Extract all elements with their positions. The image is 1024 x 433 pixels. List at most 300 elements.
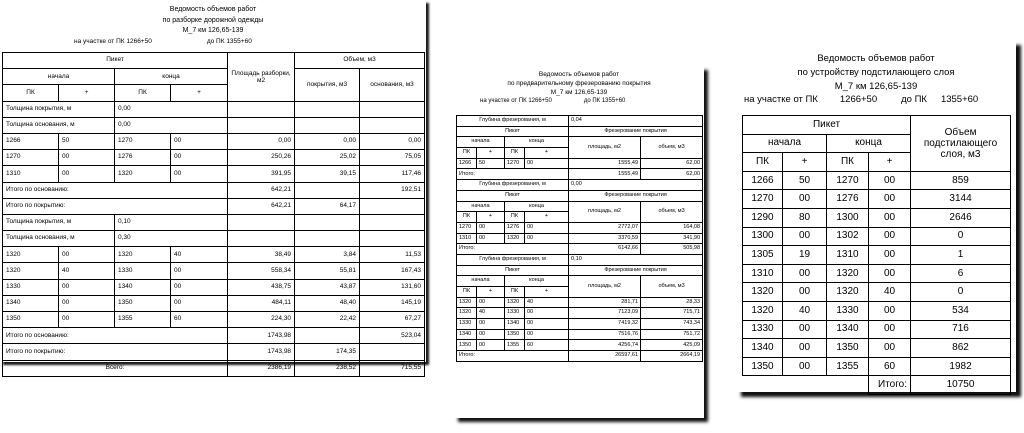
depth-label: Глубина фрезерования, м (457, 116, 569, 127)
cell-plus-end: 00 (525, 233, 569, 244)
header-piket: Пикет (457, 126, 569, 137)
table-row (743, 246, 1011, 265)
cell-pk-start: 1305 (743, 246, 783, 265)
table-row (457, 297, 703, 308)
header-pk: ПК (827, 153, 869, 172)
cell-plus-end: 00 (525, 319, 569, 330)
cell-plus-end: 00 (525, 158, 569, 169)
sheet1-title-line: М_7 км 126,65-139 (182, 27, 244, 34)
table-header-row (457, 190, 703, 201)
cell-plus-end: 40 (869, 283, 911, 302)
grand-total-base: 715,55 (360, 360, 425, 376)
total-volume: 2664,19 (641, 351, 703, 362)
document-sheet-milling (454, 66, 704, 418)
total-cover-volume: 174,35 (295, 344, 360, 360)
table-row (457, 329, 703, 340)
header-milling: Фрезерование покрытия (569, 265, 703, 276)
header-plus: + (171, 85, 228, 101)
cell-plus-start: 00 (477, 329, 505, 340)
cell-pk-end: 1355 (505, 340, 525, 351)
table-row (743, 171, 1011, 190)
total-cover-label: Итого по покрытию: (3, 344, 228, 360)
cell-plus-end: 00 (869, 320, 911, 339)
total-row (3, 182, 425, 198)
table-row (3, 247, 425, 263)
header-area: площадь, м2 (569, 201, 641, 222)
header-volume: объем, м3 (641, 137, 703, 158)
cell-pk-start: 1300 (743, 227, 783, 246)
sheet3-title (736, 52, 1016, 94)
cell-vol-cover: 0,00 (295, 133, 360, 149)
cell-plus-end: 00 (869, 301, 911, 320)
cell-pk-start: 1320 (457, 308, 477, 319)
cell-vol-base: 145,19 (360, 295, 425, 311)
cell-pk-end: 1320 (505, 233, 525, 244)
header-start: начала (743, 134, 827, 153)
cell-plus-end: 00 (525, 329, 569, 340)
grand-total-cover: 238,52 (295, 360, 360, 376)
cell-vol-base: 11,53 (360, 247, 425, 263)
cell-pk-start: 1350 (3, 312, 59, 328)
total-cover-volume: 64,17 (295, 198, 360, 214)
total-cover-area: 1743,98 (228, 344, 295, 360)
sheet1-section (0, 38, 426, 45)
depth-row (457, 254, 703, 265)
cell-plus-start: 00 (477, 222, 505, 233)
cell-pk-end: 1270 (115, 133, 171, 149)
cell-area: 7123,09 (569, 308, 641, 319)
cell-vol-cover: 39,15 (295, 166, 360, 182)
cell-plus-end: 00 (869, 246, 911, 265)
cell-volume: 716 (911, 320, 1011, 339)
header-volume: объем, м3 (641, 276, 703, 297)
header-milling: Фрезерование покрытия (569, 126, 703, 137)
cell-vol-cover: 43,87 (295, 279, 360, 295)
cell-pk-end: 1320 (505, 297, 525, 308)
total-area: 26597,61 (569, 351, 641, 362)
cell-plus-start: 00 (783, 339, 827, 358)
cell-vol-cover: 25,02 (295, 150, 360, 166)
header-plus: + (525, 148, 569, 159)
pavement-removal-table (2, 52, 425, 377)
cell-volume: 2646 (911, 208, 1011, 227)
cell-vol-base: 75,05 (360, 150, 425, 166)
sheet2-title-line: Ведомость объемов работ (538, 71, 620, 78)
cell-area: 281,71 (569, 297, 641, 308)
cell-area: 2772,07 (569, 222, 641, 233)
total-base-label: Итого по основанию: (3, 328, 228, 344)
cell-plus-end: 40 (171, 247, 228, 263)
sheet3-section (736, 94, 1016, 105)
sheet3-title-line: М_7 км 126,65-139 (834, 81, 918, 92)
sheet2-title-line: М_7 км 126,65-139 (550, 89, 608, 96)
depth-row (457, 116, 703, 127)
header-pk: ПК (457, 287, 477, 298)
header-pk: ПК (743, 153, 783, 172)
header-pk: ПК (457, 212, 477, 223)
sheet3-title-line: по устройству подстилающего слоя (797, 67, 955, 78)
depth-label: Глубина фрезерования, м (457, 254, 569, 265)
document-sheet-pavement-removal (0, 0, 426, 371)
cell-plus-end: 00 (171, 166, 228, 182)
total-base-label: Итого по основанию: (3, 182, 228, 198)
total-label: Итого: (869, 376, 911, 395)
cell-pk-start: 1266 (743, 171, 783, 190)
cell-pk-end: 1330 (827, 301, 869, 320)
cell-plus-start: 00 (59, 295, 115, 311)
cell-area: 7419,32 (569, 319, 641, 330)
cell-plus-start: 50 (477, 158, 505, 169)
grand-total-row (3, 360, 425, 376)
cell-vol-cover: 3,84 (295, 247, 360, 263)
sheet2-title (454, 70, 704, 97)
cell-volume: 28,33 (641, 297, 703, 308)
section-from: на участке от ПК 1266+50 (74, 37, 152, 45)
header-plus: + (525, 212, 569, 223)
header-start: начала (457, 137, 505, 148)
header-plus: + (525, 287, 569, 298)
cell-volume: 425,09 (641, 340, 703, 351)
underlayer-table (742, 115, 1011, 395)
pavement-rows-group-1 (3, 133, 425, 182)
table-row (743, 208, 1011, 227)
cell-pk-start: 1320 (3, 263, 59, 279)
cell-plus-start: 00 (783, 320, 827, 339)
cell-plus-end: 00 (869, 190, 911, 209)
cell-plus-end: 00 (171, 295, 228, 311)
cell-volume: 859 (911, 171, 1011, 190)
header-end: конца (827, 134, 911, 153)
cell-pk-start: 1320 (3, 247, 59, 263)
table-row (743, 283, 1011, 302)
cell-plus-start: 19 (783, 246, 827, 265)
cell-area: 3370,59 (569, 233, 641, 244)
total-cover-label: Итого по покрытию: (3, 198, 228, 214)
thickness-row (3, 117, 425, 133)
cell-volume: 715,71 (641, 308, 703, 319)
cell-pk-start: 1320 (743, 283, 783, 302)
cell-area: 484,11 (228, 295, 295, 311)
total-label: Итого: (457, 244, 569, 255)
total-row (3, 198, 425, 214)
table-row (743, 301, 1011, 320)
header-pk: ПК (505, 148, 525, 159)
cell-volume: 534 (911, 301, 1011, 320)
cell-pk-end: 1340 (115, 279, 171, 295)
cell-volume: 62,00 (641, 158, 703, 169)
cell-pk-end: 1320 (115, 166, 171, 182)
total-area: 6142,66 (569, 244, 641, 255)
cell-pk-end: 1320 (827, 283, 869, 302)
cell-plus-end: 00 (869, 264, 911, 283)
cell-plus-end: 00 (171, 150, 228, 166)
thickness-base-value: 0,00 (115, 117, 228, 133)
cell-pk-start: 1270 (457, 222, 477, 233)
cell-pk-start: 1350 (743, 357, 783, 376)
cell-volume: 1 (911, 246, 1011, 265)
header-start: начала (3, 69, 115, 85)
cell-plus-start: 00 (59, 150, 115, 166)
cell-pk-start: 1330 (457, 319, 477, 330)
header-plus: + (477, 287, 505, 298)
cell-plus-start: 40 (783, 301, 827, 320)
cell-pk-end: 1320 (827, 264, 869, 283)
cell-pk-end: 1270 (827, 171, 869, 190)
thickness-base-label: Толщина основания, м (3, 117, 115, 133)
cell-plus-start: 00 (783, 283, 827, 302)
cell-pk-start: 1350 (457, 340, 477, 351)
cell-volume: 862 (911, 339, 1011, 358)
table-row (457, 158, 703, 169)
header-start: начала (457, 201, 505, 212)
cell-pk-start: 1320 (743, 301, 783, 320)
cell-volume: 751,72 (641, 329, 703, 340)
table-row (743, 190, 1011, 209)
table-row (457, 233, 703, 244)
cell-plus-end: 00 (525, 308, 569, 319)
cell-volume: 164,08 (641, 222, 703, 233)
cell-plus-end: 60 (869, 357, 911, 376)
cell-vol-base: 117,46 (360, 166, 425, 182)
cell-plus-start: 40 (59, 263, 115, 279)
table-row (743, 320, 1011, 339)
header-milling: Фрезерование покрытия (569, 190, 703, 201)
total-row (3, 344, 425, 360)
cell-pk-start: 1340 (457, 329, 477, 340)
cell-pk-end: 1350 (115, 295, 171, 311)
cell-pk-start: 1290 (743, 208, 783, 227)
cell-plus-start: 50 (783, 171, 827, 190)
header-end: конца (505, 201, 569, 212)
table-row (457, 308, 703, 319)
cell-area: 224,30 (228, 312, 295, 328)
total-row (457, 351, 703, 362)
cell-plus-end: 00 (869, 208, 911, 227)
cell-pk-end: 1355 (827, 357, 869, 376)
total-value: 10750 (911, 376, 1011, 395)
cell-area: 0,00 (228, 133, 295, 149)
header-area: Площадь разборки, м2 (228, 53, 295, 102)
cell-pk-start: 1270 (743, 190, 783, 209)
cell-pk-end: 1302 (827, 227, 869, 246)
cell-pk-start: 1266 (457, 158, 477, 169)
cell-pk-end: 1276 (827, 190, 869, 209)
header-area: площадь, м2 (569, 276, 641, 297)
sheet1-title (0, 5, 426, 37)
cell-plus-end: 60 (171, 312, 228, 328)
header-plus: + (783, 153, 827, 172)
cell-area: 7516,76 (569, 329, 641, 340)
cell-pk-start: 1330 (743, 320, 783, 339)
table-row (457, 319, 703, 330)
table-header-row (3, 69, 425, 85)
cell-pk-start: 1340 (3, 295, 59, 311)
cell-pk-start: 1310 (743, 264, 783, 283)
sheet3-title-line: Ведомость объемов работ (817, 53, 935, 64)
table-row (743, 264, 1011, 283)
table-row (457, 222, 703, 233)
document-sheet-underlayer (736, 40, 1016, 392)
cell-plus-start: 00 (783, 357, 827, 376)
cell-pk-end: 1330 (505, 308, 525, 319)
cell-plus-start: 00 (59, 279, 115, 295)
cell-pk-end: 1300 (827, 208, 869, 227)
section-from: на участке от ПК (744, 94, 818, 105)
cell-plus-start: 00 (783, 190, 827, 209)
thickness-row (3, 101, 425, 117)
header-volume: объем, м3 (641, 201, 703, 222)
cell-pk-end: 1310 (827, 246, 869, 265)
cell-pk-start: 1330 (3, 279, 59, 295)
section-to: до ПК 1355+60 (583, 98, 626, 104)
depth-value: 0,04 (569, 116, 703, 127)
total-label: Итого: (457, 169, 569, 180)
table-row (3, 295, 425, 311)
cell-pk-start: 1340 (743, 339, 783, 358)
cell-pk-end: 1276 (505, 222, 525, 233)
cell-pk-start: 1310 (3, 166, 59, 182)
cell-area: 38,49 (228, 247, 295, 263)
thickness-row (3, 231, 425, 247)
cell-pk-end: 1355 (115, 312, 171, 328)
total-row (457, 244, 703, 255)
section-end: 1355+60 (940, 94, 979, 105)
table-header-row (457, 276, 703, 287)
sheet1-title-line: по разборке дорожной одежды (162, 16, 264, 24)
depth-value: 0,00 (569, 180, 703, 191)
cell-plus-start: 40 (477, 308, 505, 319)
cell-plus-end: 00 (525, 222, 569, 233)
cell-plus-start: 00 (477, 340, 505, 351)
table-header-row (3, 53, 425, 69)
cell-plus-end: 00 (869, 227, 911, 246)
cell-area: 438,75 (228, 279, 295, 295)
cell-area: 1555,49 (569, 158, 641, 169)
cell-volume: 1982 (911, 357, 1011, 376)
header-end: конца (505, 137, 569, 148)
milling-table-body (457, 116, 703, 362)
cell-area: 4256,74 (569, 340, 641, 351)
table-header-row (457, 126, 703, 137)
table-row (3, 312, 425, 328)
cell-plus-end: 00 (869, 171, 911, 190)
thickness-cover-label: Толщина покрытия, м (3, 101, 115, 117)
table-header-row (457, 137, 703, 148)
cell-plus-start: 00 (477, 319, 505, 330)
cell-pk-start: 1310 (457, 233, 477, 244)
cell-pk-end: 1340 (827, 320, 869, 339)
table-row (3, 166, 425, 182)
table-header-row (457, 265, 703, 276)
table-row (3, 133, 425, 149)
thickness-base-value: 0,30 (115, 231, 228, 247)
cell-vol-cover: 22,42 (295, 312, 360, 328)
header-pk: ПК (505, 212, 525, 223)
total-base-area: 1743,98 (228, 328, 295, 344)
cell-area: 250,26 (228, 150, 295, 166)
table-row (3, 150, 425, 166)
total-base-volume: 192,51 (360, 182, 425, 198)
cell-pk-end: 1276 (115, 150, 171, 166)
header-area: площадь, м2 (569, 137, 641, 158)
total-volume: 62,00 (641, 169, 703, 180)
cell-pk-end: 1270 (505, 158, 525, 169)
total-row (3, 328, 425, 344)
header-vol-cover: покрытия, м3 (295, 69, 360, 101)
total-volume: 505,98 (641, 244, 703, 255)
cell-pk-end: 1330 (115, 263, 171, 279)
header-end: конца (115, 69, 228, 85)
grand-total-area: 2386,19 (228, 360, 295, 376)
table-row (457, 340, 703, 351)
cell-plus-start: 80 (783, 208, 827, 227)
sheet2-section (454, 98, 704, 104)
cell-area: 391,95 (228, 166, 295, 182)
cell-pk-start: 1320 (457, 297, 477, 308)
cell-volume: 743,34 (641, 319, 703, 330)
cell-plus-start: 00 (59, 166, 115, 182)
cell-plus-end: 00 (171, 133, 228, 149)
header-vol-base: основания, м3 (360, 69, 425, 101)
cell-vol-base: 0,00 (360, 133, 425, 149)
header-piket: Пикет (3, 53, 228, 69)
sheet2-title-line: по предварительному фрезерованию покрытия (507, 80, 651, 87)
total-row (457, 169, 703, 180)
cell-volume: 3144 (911, 190, 1011, 209)
section-to: до ПК 1355+60 (206, 37, 252, 45)
underlayer-rows (743, 171, 1011, 376)
cell-pk-start: 1266 (3, 133, 59, 149)
header-pk: ПК (115, 85, 171, 101)
header-piket: Пикет (457, 265, 569, 276)
header-piket: Пикет (457, 190, 569, 201)
depth-label: Глубина фрезерования, м (457, 180, 569, 191)
table-row (743, 357, 1011, 376)
cell-volume: 0 (911, 283, 1011, 302)
header-pk: ПК (505, 287, 525, 298)
depth-value: 0,10 (569, 254, 703, 265)
table-header-row (743, 116, 1011, 135)
header-plus: + (869, 153, 911, 172)
cell-vol-cover: 48,40 (295, 295, 360, 311)
header-plus: + (477, 148, 505, 159)
milling-table (456, 115, 703, 362)
sheet1-title-line: Ведомость объемов работ (169, 6, 257, 13)
cell-pk-end: 1340 (505, 319, 525, 330)
section-to: до ПК (901, 94, 927, 105)
pavement-rows-group-2 (3, 247, 425, 328)
thickness-cover-value: 0,10 (115, 214, 228, 230)
total-base-volume: 523,04 (360, 328, 425, 344)
section-start: 1266+50 (839, 94, 878, 105)
header-plus: + (477, 212, 505, 223)
cell-plus-end: 00 (171, 279, 228, 295)
cell-plus-start: 00 (477, 233, 505, 244)
depth-row (457, 180, 703, 191)
header-start: начала (457, 276, 505, 287)
header-pk: ПК (457, 148, 477, 159)
cell-plus-start: 00 (783, 227, 827, 246)
thickness-row (3, 214, 425, 230)
cell-plus-start: 00 (59, 312, 115, 328)
table-row (3, 263, 425, 279)
header-plus: + (59, 85, 115, 101)
cell-volume: 0 (911, 227, 1011, 246)
cell-plus-end: 40 (525, 297, 569, 308)
cell-vol-base: 67,27 (360, 312, 425, 328)
cell-plus-end: 60 (525, 340, 569, 351)
cell-plus-start: 00 (477, 297, 505, 308)
